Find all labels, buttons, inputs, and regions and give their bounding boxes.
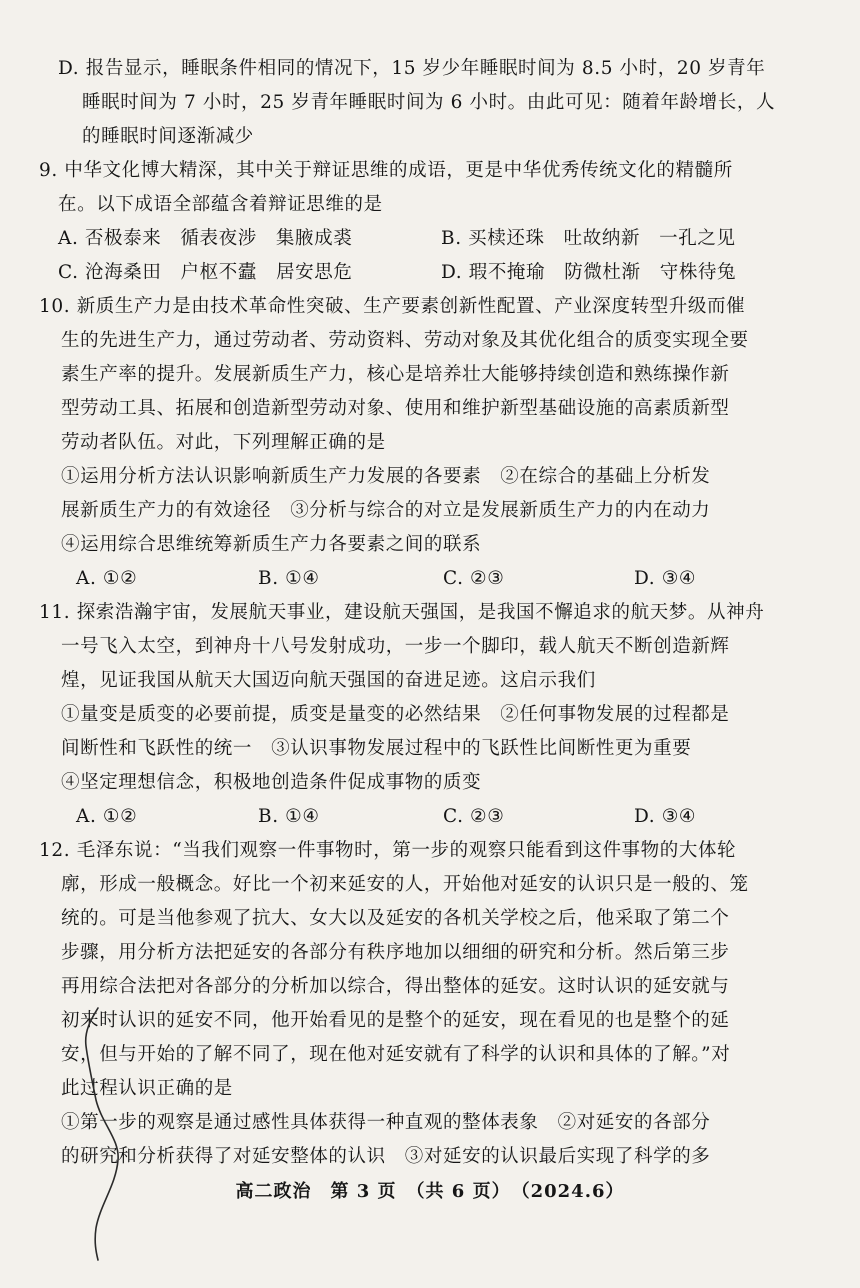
question-stem-line: 在。以下成语全部蕴含着辩证思维的是 [58, 194, 383, 215]
question-stem-line: 此过程认识正确的是 [61, 1078, 233, 1099]
question-stem-line: 步骤，用分析方法把延安的各部分有秩序地加以细细的研究和分析。然后第三步 [61, 942, 730, 963]
option-row [0, 562, 860, 596]
text-line: D. 报告显示，睡眠条件相同的情况下，15 岁少年睡眠时间为 8.5 小时，20 岁青年 [58, 58, 766, 79]
question-12 [0, 834, 860, 1174]
question-9 [0, 154, 860, 290]
statement-line: 的研究和分析获得了对延安整体的认识 ③对延安的认识最后实现了科学的多 [61, 1146, 711, 1167]
question-stem-line: 素生产率的提升。发展新质生产力，核心是培养壮大能够持续创造和熟练操作新 [61, 364, 730, 385]
page-content [0, 52, 860, 1174]
text-line: 睡眠时间为 7 小时，25 岁青年睡眠时间为 6 小时。由此可见：随着年龄增长，人 [82, 92, 776, 113]
option-row [0, 222, 860, 256]
question-stem-line: 再用综合法把对各部分的分析加以综合，得出整体的延安。这时认识的延安就与 [61, 976, 730, 997]
question-stem-line: 12. 毛泽东说：“当我们观察一件事物时，第一步的观察只能看到这件事物的大体轮 [39, 840, 737, 861]
question-stem-line: 型劳动工具、拓展和创造新型劳动对象、使用和维护新型基础设施的高素质新型 [61, 398, 730, 419]
question-stem-line: 安，但与开始的了解不同了，现在他对延安就有了科学的认识和具体的了解。”对 [61, 1044, 731, 1065]
statement-line: 间断性和飞跃性的统一 ③认识事物发展过程中的飞跃性比间断性更为重要 [61, 738, 692, 759]
option-d: D. ③④ [634, 806, 697, 827]
statement-line: 展新质生产力的有效途径 ③分析与综合的对立是发展新质生产力的内在动力 [61, 500, 711, 521]
question-stem-line: 9. 中华文化博大精深，其中关于辩证思维的成语，更是中华优秀传统文化的精髓所 [39, 160, 733, 181]
option-c: C. ②③ [443, 806, 505, 827]
question-stem-line: 11. 探索浩瀚宇宙，发展航天事业，建设航天强国，是我国不懈追求的航天梦。从神舟 [39, 602, 765, 623]
option-c: C. 沧海桑田 户枢不蠹 居安思危 [58, 262, 353, 283]
question-stem-line: 廓，形成一般概念。好比一个初来延安的人，开始他对延安的认识只是一般的、笼 [61, 874, 749, 895]
statement-line: ①运用分析方法认识影响新质生产力发展的各要素 ②在综合的基础上分析发 [61, 466, 711, 487]
question-stem-line: 统的。可是当他参观了抗大、女大以及延安的各机关学校之后，他采取了第二个 [61, 908, 730, 929]
option-b: B. ①④ [258, 806, 320, 827]
question-8-option-d [0, 52, 860, 154]
statement-line: ①量变是质变的必要前提，质变是量变的必然结果 ②任何事物发展的过程都是 [61, 704, 730, 725]
statement-line: ④运用综合思维统筹新质生产力各要素之间的联系 [61, 534, 482, 555]
question-stem-line: 煌，见证我国从航天大国迈向航天强国的奋进足迹。这启示我们 [61, 670, 596, 691]
option-b: B. 买椟还珠 吐故纳新 一孔之见 [441, 228, 736, 249]
question-stem-line: 一号飞入太空，到神舟十八号发射成功，一步一个脚印，载人航天不断创造新辉 [61, 636, 730, 657]
option-a: A. ①② [76, 806, 138, 827]
option-d: D. 瑕不掩瑜 防微杜渐 守株待兔 [441, 262, 737, 283]
question-stem-line: 10. 新质生产力是由技术革命性突破、生产要素创新性配置、产业深度转型升级而催 [39, 296, 746, 317]
statement-line: ①第一步的观察是通过感性具体获得一种直观的整体表象 ②对延安的各部分 [61, 1112, 711, 1133]
option-row [0, 800, 860, 834]
option-a: A. 否极泰来 循表夜涉 集腋成裘 [58, 228, 353, 249]
page-footer: 高二政治 第 3 页 （共 6 页） （2024.6） [235, 1181, 625, 1202]
question-stem-line: 初来时认识的延安不同，他开始看见的是整个的延安，现在看见的也是整个的延 [61, 1010, 730, 1031]
question-10 [0, 290, 860, 596]
option-a: A. ①② [76, 568, 138, 589]
option-row [0, 256, 860, 290]
option-d: D. ③④ [634, 568, 697, 589]
statement-line: ④坚定理想信念，积极地创造条件促成事物的质变 [61, 772, 482, 793]
question-stem-line: 生的先进生产力，通过劳动者、劳动资料、劳动对象及其优化组合的质变实现全要 [61, 330, 749, 351]
question-11 [0, 596, 860, 834]
option-c: C. ②③ [443, 568, 505, 589]
question-stem-line: 劳动者队伍。对此，下列理解正确的是 [61, 432, 386, 453]
option-b: B. ①④ [258, 568, 320, 589]
text-line: 的睡眠时间逐渐减少 [82, 126, 254, 147]
